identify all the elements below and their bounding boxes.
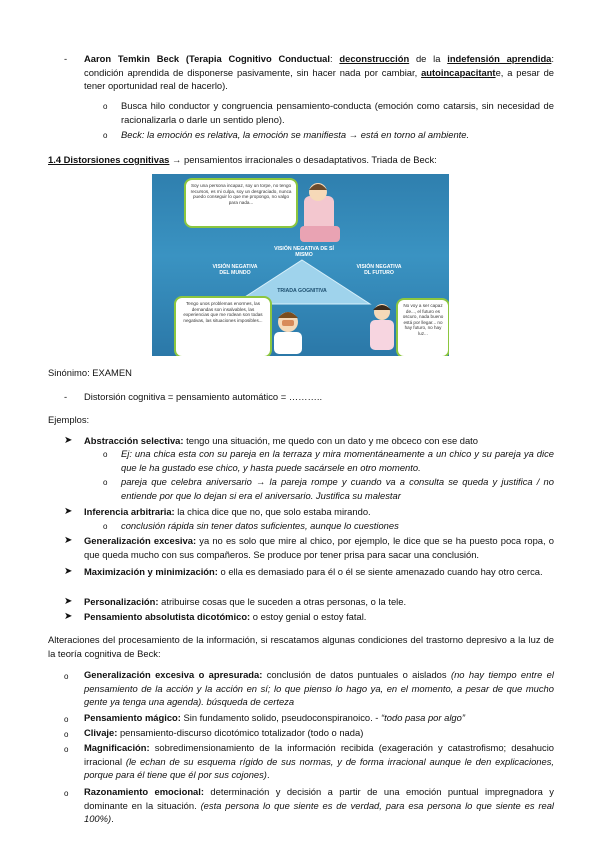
speech-bubble-self: Soy una persona incapaz, soy un torpe, no tengo recursos, es mi culpa, soy un desgraciado, nunca puedo conseguir lo que me propongo, no valgo para nada...	[184, 178, 298, 228]
arrow-bullet-icon: ➤	[64, 535, 73, 546]
arrow-bullet-icon: ➤	[64, 596, 73, 607]
beck-sub-1: Busca hilo conductor y congruencia pensamiento-conducta (emoción como catarsis, sin necesidad de racionalizarla o darle un sentido pleno).	[121, 100, 554, 125]
circle-bullet: o	[103, 522, 108, 531]
speech-bubble-future: No voy a ser capaz de..., el futuro es oscuro, nada bueno está por llegar... no hay futuro, no hay luz...	[396, 298, 449, 356]
bullet-dash: -	[64, 53, 68, 64]
beck-name: Aaron Temkin Beck (Terapia Cognitivo Conductual	[84, 53, 330, 64]
ejemplo-absolutista: Pensamiento absolutista dicotómico: o estoy genial o estoy fatal.	[84, 611, 367, 622]
alteracion-magnificacion: Magnificación: sobredimensionamiento de la información recibida (exageración y catastrofismo; desahucio irracional (le echan de su esquema rígido de sus normas, y de forma irracional aunque le den explicaciones, porque para él tiene que él por sus cojones).	[84, 742, 555, 781]
ejemplo-inferencia: Inferencia arbitraria: la chica dice que no, que solo estaba mirando.	[84, 506, 371, 517]
circle-bullet: o	[64, 715, 69, 724]
arrow-bullet-icon: ➤	[64, 435, 73, 446]
sinonimo-line: Sinónimo: EXAMEN	[48, 367, 132, 378]
arrow-bullet-icon: ➤	[64, 566, 73, 577]
circle-bullet: o	[103, 131, 108, 140]
section-heading	[48, 153, 558, 167]
ejemplos-label: Ejemplos:	[48, 414, 90, 425]
circle-bullet: o	[103, 102, 108, 111]
circle-bullet: o	[103, 478, 108, 487]
arrow-bullet-icon: ➤	[64, 506, 73, 517]
alteraciones-intro: Alteraciones del procesamiento de la información, si rescatamos algunas condiciones del trastorno depresivo a la luz de la teoría cognitiva de Beck:	[48, 634, 554, 659]
indefension-term: indefensión aprendida	[447, 53, 552, 64]
person-world-illustration	[266, 306, 310, 354]
circle-bullet: o	[64, 789, 69, 798]
alteracion-pensamiento-magico: Pensamiento mágico: Sin fundamento solido, pseudoconspiranoico. - “todo pasa por algo”	[84, 712, 465, 723]
label-future: VISIÓN NEGATIVA DL FUTURO	[356, 264, 402, 277]
beck-triad-figure	[152, 174, 449, 356]
speech-bubble-world: Tengo unos problemas enormes, las demandas son insalvables, las experiencias que me rodean son todas negativas, las situaciones imposibles...	[174, 296, 272, 356]
person-self-illustration	[290, 176, 350, 248]
alteracion-razonamiento-emocional: Razonamiento emocional: determinación y decisión a partir de una emoción puntual impregnadora y dominante en la situación. (esta persona lo que siente es de verdad, para esa persona lo que siente es real 100%).	[84, 786, 555, 825]
beck-paragraph: Aaron Temkin Beck (Terapia Cognitivo Conductual: deconstrucción de la indefensión aprendida: condición aprendida de disponerse pasivamente, sin hacer nada por cambiar, autoincapacitante, a pesar de tener oportunidad real de hacerlo).	[84, 53, 554, 92]
circle-bullet: o	[64, 672, 69, 681]
autoincapacitante-term: autoincapacitant	[421, 66, 496, 78]
distorsion-line: Distorsión cognitiva = pensamiento automático = ………..	[84, 391, 323, 402]
alteracion-clivaje: Clivaje: pensamiento-discurso dicotómico totalizador (todo o nada)	[84, 727, 364, 738]
alteracion-generalizacion: Generalización excesiva o apresurada: conclusión de datos puntuales o aislados (no hay tiempo entre el pensamiento de la acción y la acción en sí; lo que pienso lo hago ya, en el momento, a pesar de que mucho gente ya tenga una agenda). búsqueda de certeza	[84, 669, 554, 708]
label-self: VISIÓN NEGATIVA DE SÍ MISMO	[274, 246, 334, 259]
deconstruccion-term: deconstrucción	[339, 53, 410, 64]
inferencia-sub-1: conclusión rápida sin tener datos suficientes, aunque lo cuestiones	[121, 520, 399, 531]
bullet-dash: -	[64, 391, 68, 402]
circle-bullet: o	[103, 450, 108, 459]
person-future-illustration	[360, 300, 400, 354]
label-triad: TRIADA GOGNITIVA	[277, 288, 327, 294]
circle-bullet: o	[64, 730, 69, 739]
abstraccion-sub-2: pareja que celebra aniversario → la pareja rompe y cuando va a consulta se queda y justifica / no entiende por que lo dejan si era el aniversario. Justifica su malestar	[121, 476, 554, 501]
arrow-bullet-icon: ➤	[64, 611, 73, 622]
section-title-rest: → pensamientos irracionales o desadaptativos. Triada de Beck:	[169, 154, 437, 165]
ejemplo-generalizacion: Generalización excesiva: ya no es solo que mire al chico, por ejemplo, le dice que se ha puesto poca ropa, o que queda mucho con sus compañeros. Se produce por tener prisa para sacar una conclusión.	[84, 535, 554, 560]
ejemplo-maximizacion: Maximización y minimización: o ella es demasiado para él o él se siente amenazado cuando hay otro cerca.	[84, 566, 543, 577]
circle-bullet: o	[64, 745, 69, 754]
ejemplo-personalizacion: Personalización: atribuirse cosas que le suceden a otras personas, o la tele.	[84, 596, 407, 607]
abstraccion-sub-1: Ej: una chica esta con su pareja en la terraza y mira momentáneamente a un chico y su pareja ya dice que le ha gustado ese chico, y hasta puede sacársele en otro momento.	[121, 448, 554, 473]
beck-sub-2: Beck: la emoción es relativa, la emoción se manifiesta → está en torno al ambiente.	[121, 129, 470, 140]
label-world: VISIÓN NEGATIVA DEL MUNDO	[212, 264, 258, 277]
ejemplo-abstraccion: Abstracción selectiva: tengo una situación, me quedo con un dato y me obceco con ese dato	[84, 435, 479, 446]
section-title: 1.4 Distorsiones cognitivas	[48, 154, 170, 165]
